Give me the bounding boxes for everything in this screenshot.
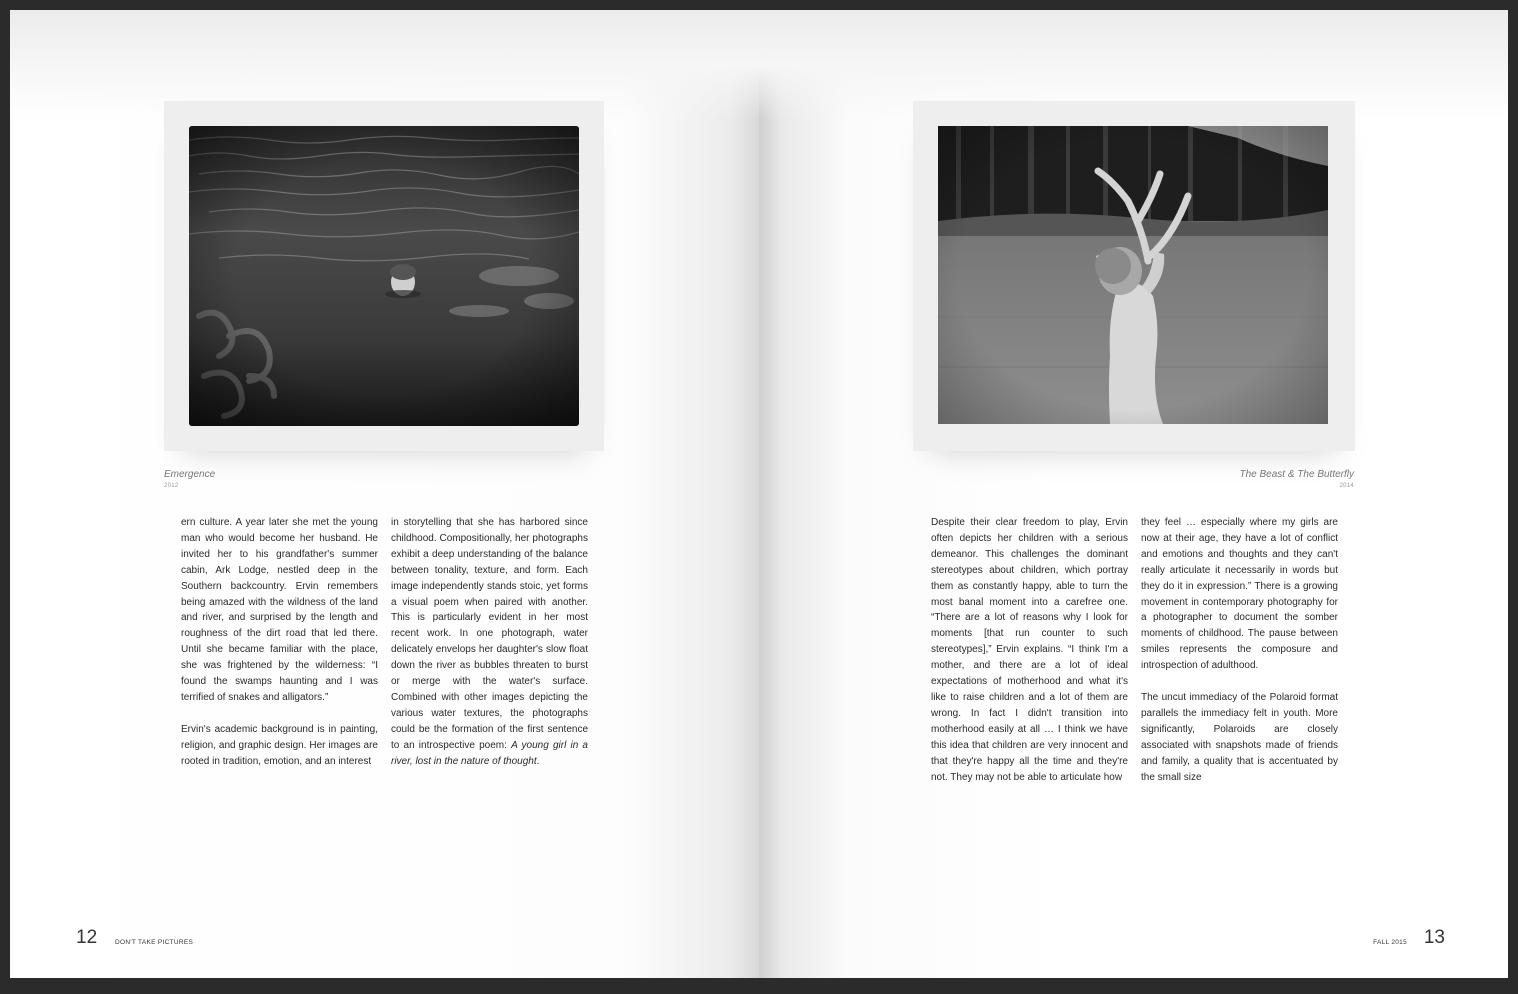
- page-number-right: 13: [1423, 927, 1445, 948]
- body-column-3: [931, 515, 1128, 785]
- running-footer-left: DON'T TAKE PICTURES: [115, 939, 194, 946]
- photo-emergence: [189, 126, 579, 426]
- caption-title-beast-butterfly: The Beast & The Butterfly: [1239, 469, 1354, 480]
- body-column-4: [1141, 515, 1338, 786]
- paragraph: in storytelling that she has harbored since childhood. Compositionally, her photographs exhibit a deep understanding of the balance between tonality, texture, and form. Each image independently stands stoic, yet forms a visual poem when paired with another. This is particularly evident in her most recent work. In one photograph, water delicately envelops her daughter's slow float down the river as bubbles threaten to burst or merge with the water's surface. Combined with other images depicting the various water textures, the photographs could be the formation of the first sentence to an introspective poem: A young girl in a river, lost in the nature of thought.: [391, 517, 588, 767]
- italic-phrase: A young girl in a river, lost in the nature of thought: [391, 739, 588, 767]
- paragraph: Despite their clear freedom to play, Ervin often depicts her children with a serious demeanor. This challenges the dominant stereotypes about children, which portray them as constantly happy, able to turn the most banal moment into a carefree one. “There are a lot of reasons why I look for moments [that run counter to such stereotypes],” Ervin explains. “I think I'm a mother, and there are a lot of ideal expectations of motherhood and what it's like to raise children and a lot of them are wrong. In fact I didn't transition into motherhood easily at all … I think we have this idea that children are very innocent and that they're happy all the time and they're not. They may not be able to articulate how: [931, 517, 1128, 783]
- right-page: [759, 10, 1508, 978]
- photo-beast-butterfly: [938, 126, 1328, 424]
- paragraph: The uncut immediacy of the Polaroid format parallels the immediacy felt in youth. More significantly, Polaroids are closely associated with snapshots made of friends and family, a quality that is accentuated by the small size: [1141, 692, 1338, 783]
- photo-mount-emergence: [164, 101, 604, 451]
- running-footer-right: FALL 2015: [1373, 939, 1407, 946]
- magazine-spread: [10, 10, 1508, 978]
- photo-mount-beast-butterfly: [913, 101, 1355, 451]
- body-column-1: [181, 515, 378, 770]
- paragraph: Ervin's academic background is in painting, religion, and graphic design. Her images are rooted in tradition, emotion, and an interest: [181, 723, 378, 767]
- left-page: [10, 10, 759, 978]
- caption-title-emergence: Emergence: [164, 469, 216, 480]
- caption-year-beast-butterfly: 2014: [1339, 483, 1354, 489]
- caption-year-emergence: 2012: [164, 483, 179, 489]
- paragraph: they feel … especially where my girls are now at their age, they have a lot of conflict and emotions and thoughts and they can't really articulate it necessarily in words but they do it in expression.” There is a growing movement in contemporary photography for a photographer to document the somber moments of childhood. The pause between smiles represents the composure and introspection of adulthood.: [1141, 517, 1338, 672]
- body-column-2: [391, 515, 588, 770]
- page-number-left: 12: [76, 927, 98, 948]
- paragraph: ern culture. A year later she met the young man who would become her husband. He invited her to his grandfather's summer cabin, Ark Lodge, nestled deep in the Southern backcountry. Ervin remembers being amazed with the wildness of the land and river, and surprised by the length and roughness of the dirt road that led there. Until she became familiar with the place, she was frightened by the wilderness: “I found the swamps haunting and I was terrified of snakes and alligators.”: [181, 517, 378, 703]
